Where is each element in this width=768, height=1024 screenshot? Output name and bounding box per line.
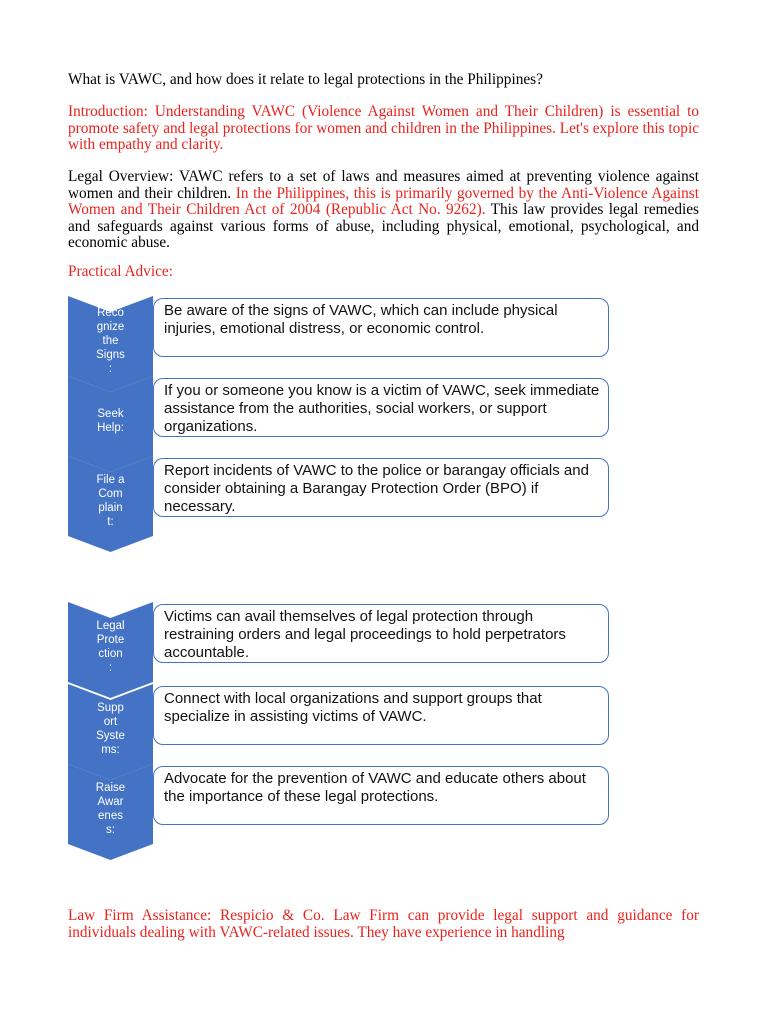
step-label: Seek Help: — [97, 408, 124, 434]
question-heading: What is VAWC, and how does it relate to legal protections in the Philippines? — [68, 71, 543, 88]
step-label: Legal Prote ction : — [96, 620, 125, 674]
law-firm-paragraph: Law Firm Assistance: Respicio & Co. Law Firm can provide legal support and guidance for individuals dealing with VAWC-related issues. They have experience in handling — [68, 907, 699, 941]
step-text-box: Connect with local organizations and support groups that specialize in assisting victims of VAWC. — [153, 686, 609, 745]
step-label: Reco gnize the Signs : — [96, 307, 125, 375]
legal-overview-text-1: Legal Overview: VAWC refers to a set of laws and measures aimed at preventing violence against women and their children. — [68, 168, 699, 202]
step-text-box: Advocate for the prevention of VAWC and educate others about the importance of these legal protections. — [153, 766, 609, 825]
step-text-box: Be aware of the signs of VAWC, which can include physical injuries, emotional distress, or economic control. — [153, 298, 609, 357]
step-file-complaint — [68, 456, 613, 552]
legal-overview-paragraph — [68, 169, 699, 252]
step-label: Supp ort Syste ms: — [96, 702, 125, 756]
legal-overview-text-3: This law provides legal remedies and safeguards against various forms of abuse, including physical, emotional, psychological, and economic abuse. — [68, 201, 699, 251]
step-text-box: Victims can avail themselves of legal protection through restraining orders and legal proceedings to hold perpetrators accountable. — [153, 604, 609, 663]
practical-advice-heading: Practical Advice: — [68, 263, 173, 280]
step-text-box: If you or someone you know is a victim of VAWC, seek immediate assistance from the authorities, social workers, or support organizations. — [153, 378, 609, 437]
step-label: File a Com plain t: — [96, 474, 125, 528]
step-raise-awareness — [68, 764, 613, 860]
step-text-box: Report incidents of VAWC to the police or barangay officials and consider obtaining a Barangay Protection Order (BPO) if necessary. — [153, 458, 609, 517]
legal-overview-text-2: In the Philippines, this is primarily governed by the Anti-Violence Against Women and Their Children Act of 2004 (Republic Act No. 9262). — [68, 184, 700, 218]
step-label: Raise Awar enes s: — [95, 782, 126, 836]
introduction-paragraph: Introduction: Understanding VAWC (Violence Against Women and Their Children) is essential to promote safety and legal protections for women and children in the Philippines. Let's explore this topic with empathy and clarity. — [68, 103, 699, 153]
